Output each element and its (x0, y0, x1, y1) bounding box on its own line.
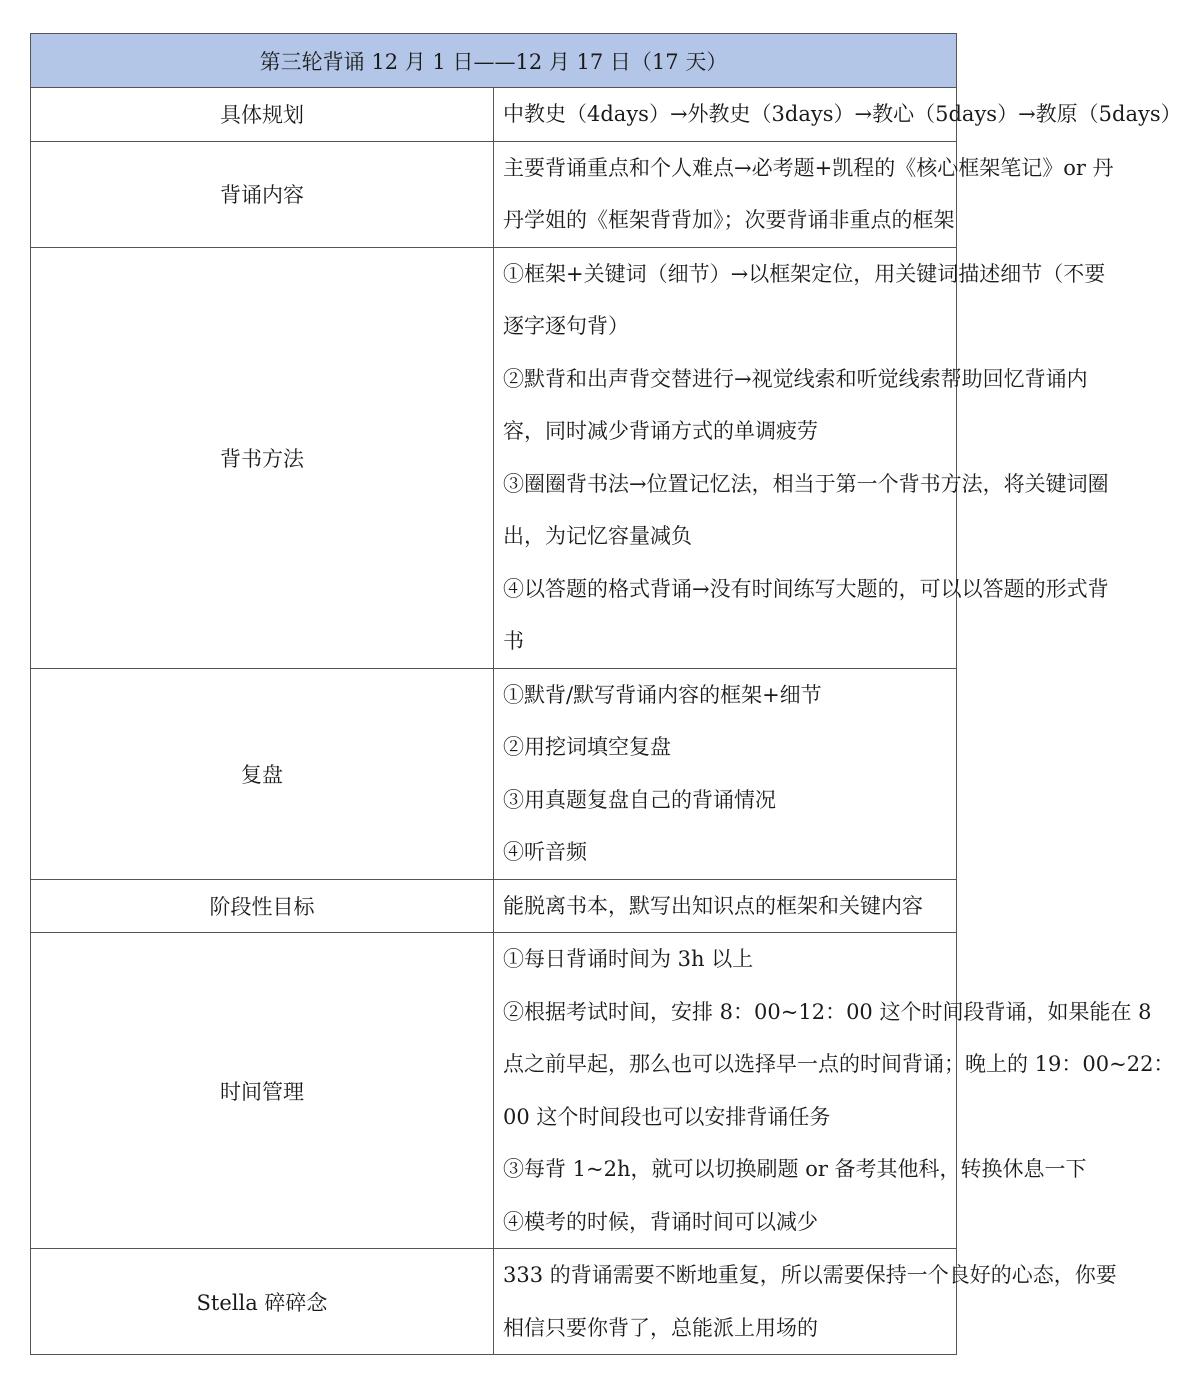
table-row-content (31, 141, 957, 247)
table-row-notes (31, 1249, 957, 1355)
table-row-goal (31, 879, 957, 933)
content-line: 书 (503, 629, 524, 653)
content-line: 丹学姐的《框架背背加》；次要背诵非重点的框架 (503, 208, 955, 232)
content-line: ②默背和出声背交替进行→视觉线索和听觉线索帮助回忆背诵内 (503, 366, 1088, 391)
content-line: 中教史（4days）→外教史（3days）→教心（5days）→教原（5days） (503, 102, 1182, 126)
content-line: 点之前早起，那么也可以选择早一点的时间背诵；晚上的 19：00~22： (503, 1052, 1175, 1076)
table-row-plan (31, 88, 957, 142)
content-line: ④听音频 (503, 840, 587, 864)
content-line: 相信只要你背了，总能派上用场的 (503, 1315, 818, 1340)
row-content (494, 1249, 1117, 1355)
content-line: ④以答题的格式背诵→没有时间练写大题的，可以以答题的形式背 (503, 576, 1109, 601)
content-line: 容，同时减少背诵方式的单调疲劳 (503, 419, 818, 443)
table-row-time (31, 933, 957, 1249)
content-line: ③用真题复盘自己的背诵情况 (503, 787, 776, 812)
row-content (494, 88, 1182, 142)
row-label: 背诵内容 (31, 141, 494, 247)
row-content (494, 668, 957, 879)
content-line: ②用挖词填空复盘 (503, 735, 671, 759)
row-label: Stella 碎碎念 (31, 1249, 494, 1355)
table-row-methods (31, 247, 957, 668)
content-line: 主要背诵重点和个人难点→必考题+凯程的《核心框架笔记》or 丹 (503, 155, 1114, 180)
content-line: 出，为记忆容量减负 (503, 524, 692, 548)
content-line: 333 的背诵需要不断地重复，所以需要保持一个良好的心态，你要 (503, 1263, 1117, 1287)
content-line: ①每日背诵时间为 3h 以上 (503, 947, 754, 971)
table-row-review (31, 668, 957, 879)
study-plan-table (30, 33, 1182, 1355)
row-label: 时间管理 (31, 933, 494, 1249)
content-line: ②根据考试时间，安排 8：00~12：00 这个时间段背诵，如果能在 8 (503, 999, 1152, 1024)
row-content (494, 141, 1114, 247)
row-label: 阶段性目标 (31, 879, 494, 933)
row-content (494, 933, 1175, 1249)
content-line: ①默背/默写背诵内容的框架+细节 (503, 682, 822, 707)
content-line: ①框架+关键词（细节）→以框架定位，用关键词描述细节（不要 (503, 261, 1106, 286)
content-line: ③圈圈背书法→位置记忆法，相当于第一个背书方法，将关键词圈 (503, 471, 1109, 496)
content-line: ④模考的时候，背诵时间可以减少 (503, 1209, 818, 1234)
row-label: 背书方法 (31, 247, 494, 668)
table-header-row (31, 34, 957, 88)
table-title: 第三轮背诵 12 月 1 日——12 月 17 日（17 天） (31, 34, 957, 88)
content-line: ③每背 1~2h，就可以切换刷题 or 备考其他科，转换休息一下 (503, 1157, 1087, 1181)
row-label: 复盘 (31, 668, 494, 879)
row-content (494, 879, 957, 933)
content-line: 00 这个时间段也可以安排背诵任务 (503, 1104, 831, 1129)
content-line: 逐字逐句背） (503, 314, 629, 338)
row-content (494, 247, 1109, 668)
row-label: 具体规划 (31, 88, 494, 142)
content-line: 能脱离书本，默写出知识点的框架和关键内容 (503, 893, 923, 918)
